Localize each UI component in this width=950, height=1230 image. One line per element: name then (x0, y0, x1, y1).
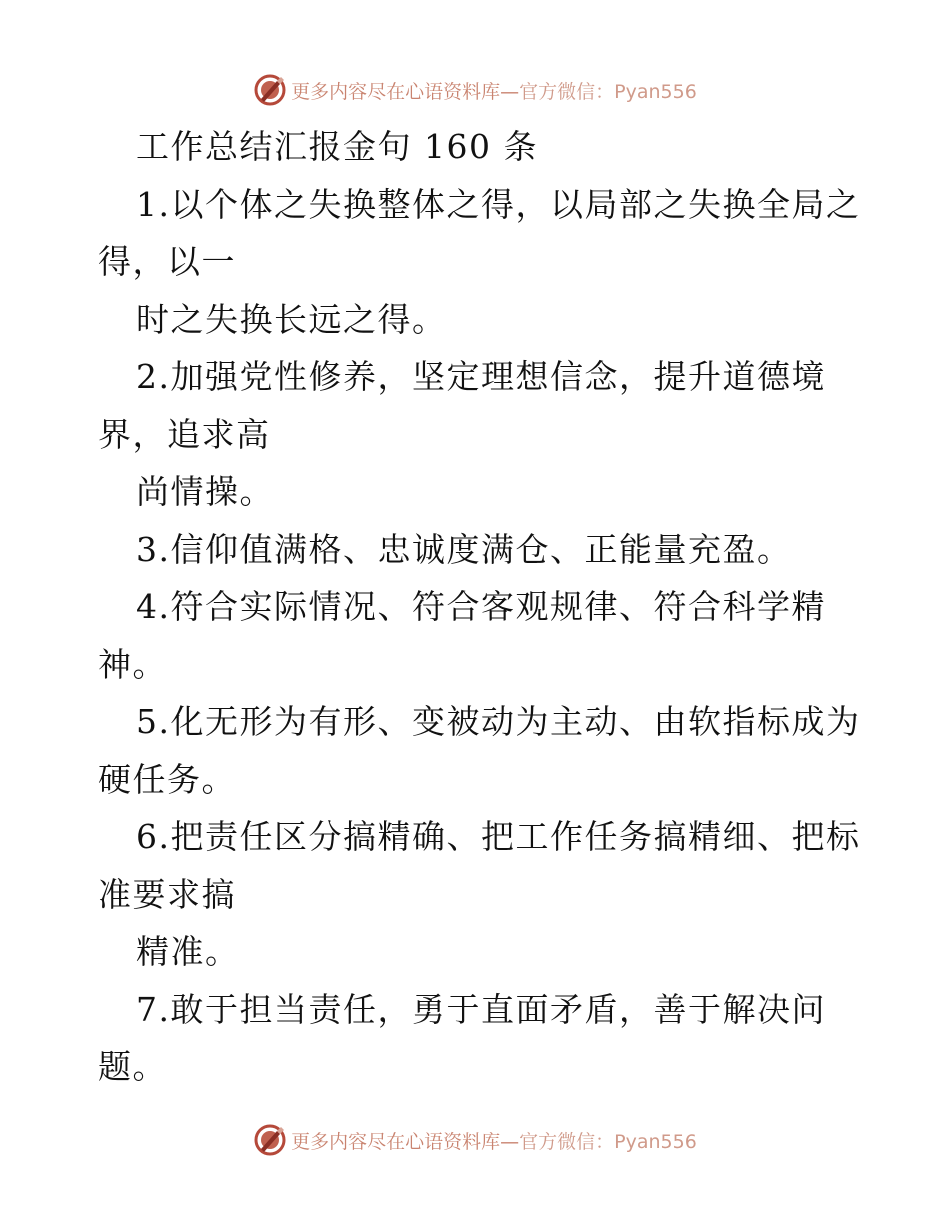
document-body (98, 118, 861, 1096)
document-line: 时之失换长远之得。 (136, 299, 447, 339)
document-line: 得，以一 (98, 242, 236, 281)
document-line: 2.加强党性修养，坚定理想信念，提升道德境 (136, 357, 826, 396)
document-line: 界，追求高 (98, 414, 271, 454)
document-line: 6.把责任区分搞精确、把工作任务搞精细、把标 (136, 817, 861, 856)
footer-banner (0, 1120, 950, 1160)
pen-seal-logo-icon (253, 1123, 287, 1157)
document-line: 3.信仰值满格、忠诚度满仓、正能量充盈。 (136, 529, 792, 569)
document-line: 4.符合实际情况、符合客观规律、符合科学精 (136, 587, 826, 626)
document-lines (98, 176, 861, 1096)
document-line: 准要求搞 (98, 874, 236, 914)
document-title: 工作总结汇报金句 160 条 (136, 127, 538, 166)
document-line: 5.化无形为有形、变被动为主动、由软指标成为 (136, 702, 861, 741)
document-line: 精准。 (136, 932, 240, 971)
header-banner (0, 70, 950, 110)
document-line: 1.以个体之失换整体之得，以局部之失换全局之 (136, 184, 861, 224)
banner-text: 更多内容尽在心语资料库—官方微信：Pyan556 (291, 80, 697, 103)
banner-text: 更多内容尽在心语资料库—官方微信：Pyan556 (291, 1130, 697, 1153)
document-line: 神。 (98, 644, 167, 684)
document-line: 尚情操。 (136, 472, 274, 511)
document-line: 7.敢于担当责任，勇于直面矛盾，善于解决问 (136, 989, 826, 1029)
document-line: 硬任务。 (98, 759, 236, 799)
pen-seal-logo-icon (253, 73, 287, 107)
document-line: 题。 (98, 1047, 167, 1086)
